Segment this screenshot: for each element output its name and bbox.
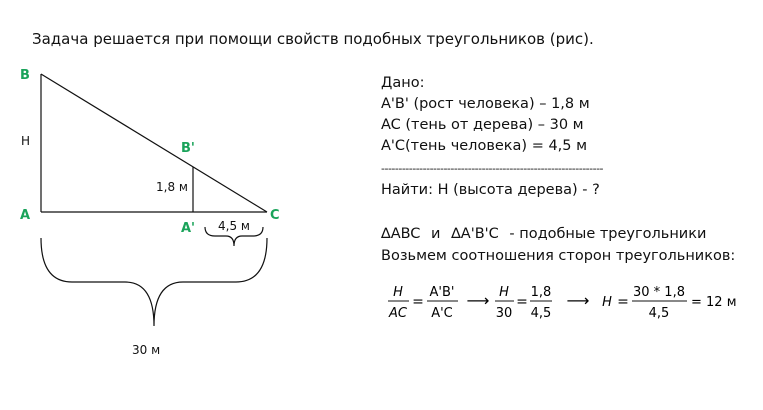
equals-sign: =: [412, 294, 424, 310]
implies-arrow: ⟶: [466, 291, 490, 310]
person-shadow-label: 4,5 м: [218, 219, 250, 233]
fraction-numerator: A'B': [429, 285, 455, 300]
separator-line: ----------------------------------------------------------------: [381, 162, 604, 175]
find-line: Найти: H (высота дерева) - ?: [381, 182, 600, 198]
fraction-numerator: H: [393, 285, 403, 300]
formula-lhs: H: [602, 295, 612, 310]
given-line: AC (тень от дерева) – 30 м: [381, 117, 584, 133]
ratio-intro-line: Возьмем соотношения сторон треугольников:: [381, 248, 736, 264]
point-c-label: C: [270, 208, 280, 223]
point-b-prime-label: B': [181, 141, 195, 156]
fraction-denominator: 4,5: [530, 306, 552, 321]
fraction-numerator: H: [499, 285, 509, 300]
point-b-label: B: [20, 68, 30, 83]
given-heading: Дано:: [381, 75, 425, 91]
formula-result: = 12 м: [691, 295, 737, 310]
height-h-label: H: [21, 134, 31, 148]
given-line: A'B' (рост человека) – 1,8 м: [381, 96, 590, 112]
similar-tail-text: - подобные треугольники: [509, 226, 707, 242]
equals-sign: =: [516, 294, 528, 310]
equals-sign: =: [617, 294, 629, 310]
fraction-denominator: AC: [389, 306, 407, 321]
tree-shadow-label: 30 м: [132, 343, 161, 357]
and-word: и: [431, 226, 441, 242]
fraction-denominator: 4,5: [648, 306, 670, 321]
point-a-label: A: [20, 208, 31, 223]
implies-arrow: ⟶: [566, 291, 590, 310]
point-a-prime-label: A': [181, 221, 196, 236]
problem-title: Задача решается при помощи свойств подобных треугольников (рис).: [32, 30, 594, 48]
triangle-a-prime-label: ∆A'B'C: [451, 226, 499, 242]
fraction-numerator: 1,8: [530, 285, 552, 300]
fraction-numerator: 30 * 1,8: [633, 285, 685, 300]
person-height-label: 1,8 м: [156, 180, 188, 194]
triangle-abc-label: ∆ABC: [381, 226, 421, 242]
fraction-denominator: 30: [495, 306, 513, 321]
fraction-denominator: A'C: [431, 306, 453, 321]
given-line: A'C(тень человека) = 4,5 м: [381, 138, 588, 154]
